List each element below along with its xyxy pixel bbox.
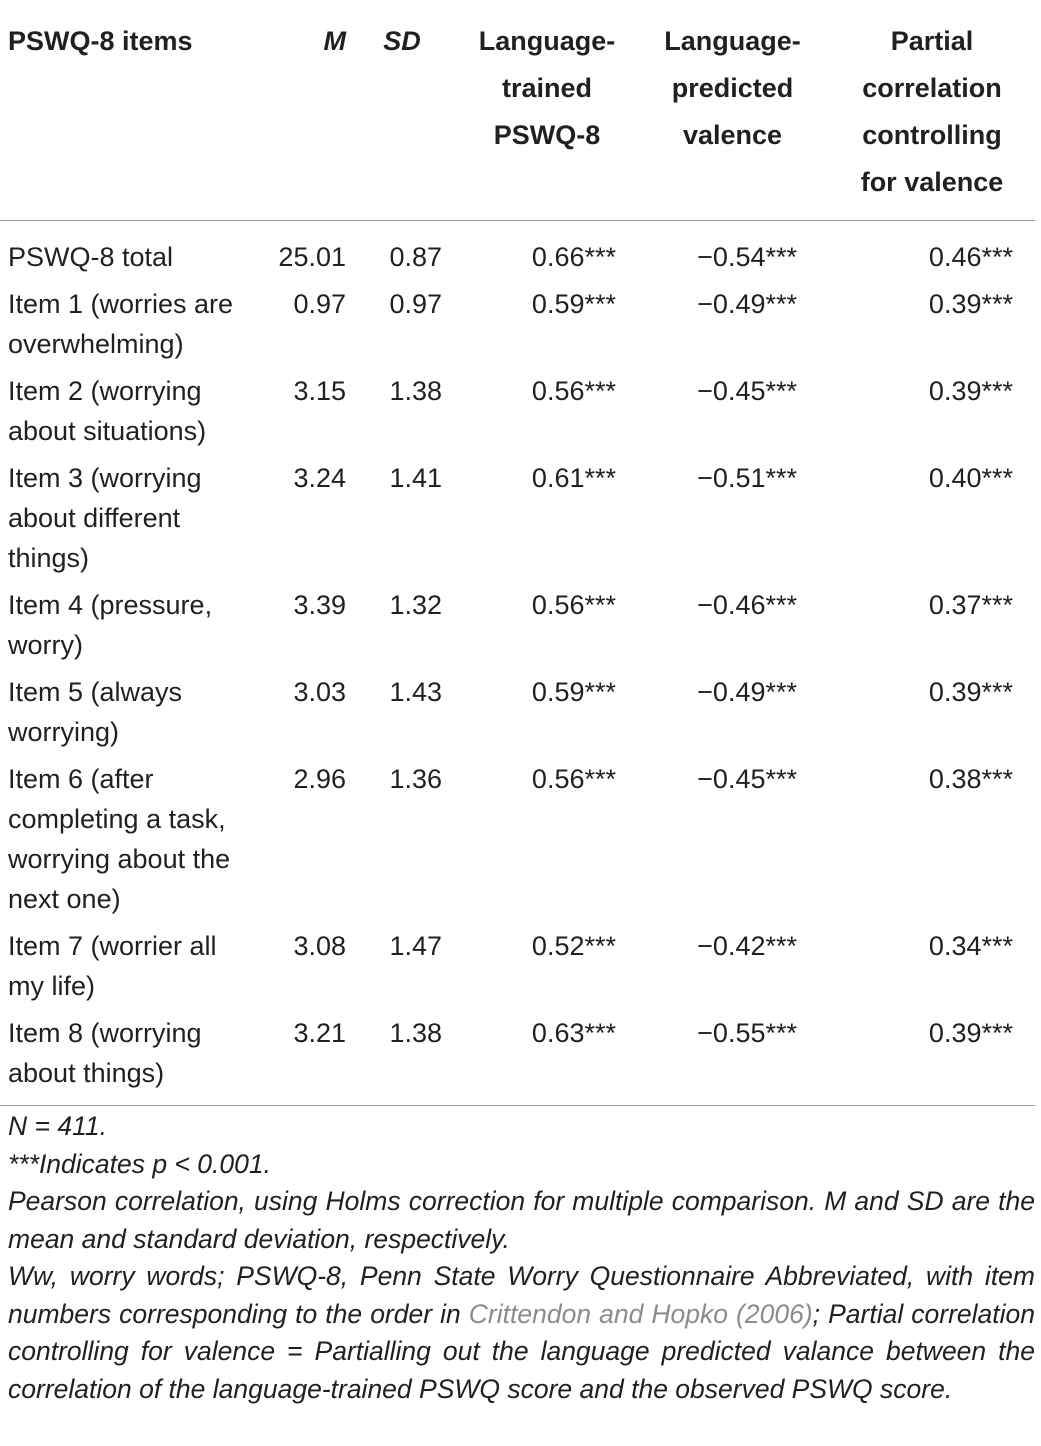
- table-row: [0, 221, 1035, 285]
- note-partial-definition: Partial correlation controlling for valence = Partialling out the language predicted valance between the correlation of the language-trained PSWQ score and the observed PSWQ score.: [8, 1298, 1035, 1404]
- item-line: things): [8, 543, 90, 573]
- cell-sd: 0.87: [389, 242, 442, 272]
- note-significance: ***Indicates p < 0.001.: [8, 1148, 271, 1179]
- header-line: trained: [501, 73, 593, 103]
- cell-partial-correlation: 0.39***: [928, 376, 1013, 406]
- item-line: my life): [8, 971, 95, 1001]
- cell-mean: 0.97: [293, 289, 346, 319]
- header-line: for valence: [860, 167, 1004, 197]
- item-line: overwhelming): [8, 329, 184, 359]
- cell-sd: 1.38: [389, 376, 442, 406]
- item-line: completing a task,: [8, 804, 226, 834]
- header-line: predicted: [671, 73, 794, 103]
- cell-language-predicted: −0.51***: [697, 463, 797, 493]
- cell-partial-correlation: 0.46***: [928, 242, 1013, 272]
- header-line: Partial: [890, 26, 974, 56]
- cell-mean: 25.01: [278, 242, 346, 272]
- cell-partial-correlation: 0.39***: [928, 289, 1013, 319]
- cell-language-trained: 0.63***: [458, 1013, 636, 1106]
- cell-item: [0, 221, 258, 285]
- cell-language-trained: 0.56***: [531, 376, 616, 406]
- cell-sd: 1.43: [389, 677, 442, 707]
- item-line: about different: [8, 503, 181, 533]
- header-sd: SD: [358, 8, 458, 221]
- cell-partial-correlation: 0.38***: [928, 764, 1013, 794]
- header-line: Language-: [478, 26, 616, 56]
- header-line: PSWQ-8: [493, 120, 601, 150]
- cell-partial-correlation: 0.39***: [829, 1013, 1035, 1106]
- table-row: [0, 1013, 1035, 1106]
- cell-item: [0, 371, 258, 458]
- cell-sd: 1.32: [389, 590, 442, 620]
- item-line: Item 6 (after: [8, 764, 154, 794]
- cell-item: [0, 284, 258, 371]
- item-line: Item 4 (pressure,: [8, 590, 213, 620]
- table-row: [0, 585, 1035, 672]
- cell-language-trained: 0.59***: [531, 289, 616, 319]
- note-pearson: Pearson correlation, using Holms correction for multiple comparison. M and SD are the mean and standard deviation, respectively.: [8, 1186, 1035, 1254]
- cell-sd: 1.41: [389, 463, 442, 493]
- table-row: [0, 926, 1035, 1013]
- cell-item: [0, 672, 258, 759]
- cell-item: [0, 759, 258, 926]
- cell-sd: 1.36: [389, 764, 442, 794]
- header-language-predicted: [636, 8, 829, 221]
- table-body: [0, 221, 1035, 1106]
- note-abbreviations: [8, 1258, 1035, 1408]
- item-line: Item 1 (worries are: [8, 289, 234, 319]
- cell-partial-correlation: 0.34***: [928, 931, 1013, 961]
- cell-partial-correlation: 0.40***: [928, 463, 1013, 493]
- table-row: [0, 284, 1035, 371]
- table-notes: [8, 1108, 1035, 1408]
- item-line: Item 8 (worrying: [8, 1018, 202, 1048]
- cell-language-trained: 0.66***: [531, 242, 616, 272]
- header-row: [0, 8, 1035, 221]
- header-line: valence: [682, 120, 783, 150]
- cell-sd: 1.47: [389, 931, 442, 961]
- cell-sd: 1.38: [358, 1013, 458, 1106]
- cell-language-trained: 0.52***: [531, 931, 616, 961]
- cell-mean: 2.96: [293, 764, 346, 794]
- note-abbrev-end: ;: [812, 1298, 821, 1329]
- cell-language-predicted: −0.46***: [697, 590, 797, 620]
- header-partial-correlation: [829, 8, 1035, 221]
- cell-mean: 3.08: [293, 931, 346, 961]
- cell-language-predicted: −0.55***: [636, 1013, 829, 1106]
- cell-language-predicted: −0.45***: [697, 764, 797, 794]
- header-line: controlling: [862, 120, 1002, 150]
- cell-mean: 3.24: [293, 463, 346, 493]
- header-line: Language-: [664, 26, 801, 56]
- table-row: [0, 371, 1035, 458]
- cell-language-trained: 0.56***: [531, 590, 616, 620]
- cell-language-trained: 0.56***: [531, 764, 616, 794]
- cell-item: [0, 1013, 258, 1106]
- item-line: about things): [8, 1058, 165, 1088]
- item-line: worrying): [8, 717, 120, 747]
- item-line: Item 3 (worrying: [8, 463, 202, 493]
- cell-mean: 3.15: [293, 376, 346, 406]
- citation-link[interactable]: Crittendon and Hopko (2006): [468, 1298, 813, 1329]
- cell-item: [0, 458, 258, 585]
- item-line: about situations): [8, 416, 207, 446]
- cell-language-predicted: −0.49***: [697, 289, 797, 319]
- cell-sd: 0.97: [389, 289, 442, 319]
- cell-mean: 3.03: [293, 677, 346, 707]
- item-line: next one): [8, 884, 121, 914]
- cell-mean: 3.21: [258, 1013, 358, 1106]
- item-line: Item 7 (worrier all: [8, 931, 217, 961]
- item-line: worry): [8, 630, 83, 660]
- cell-language-predicted: −0.45***: [697, 376, 797, 406]
- header-language-trained: [458, 8, 636, 221]
- table-row: [0, 458, 1035, 585]
- note-sample-size: N = 411.: [8, 1111, 107, 1141]
- cell-language-trained: 0.59***: [531, 677, 616, 707]
- item-line: Item 5 (always: [8, 677, 183, 707]
- results-table: [0, 8, 1035, 1106]
- table-row: [0, 759, 1035, 926]
- table-row: [0, 672, 1035, 759]
- cell-language-trained: 0.61***: [531, 463, 616, 493]
- cell-partial-correlation: 0.37***: [928, 590, 1013, 620]
- note-abbrev-text: Ww, worry words; PSWQ-8, Penn State Worry Questionnaire Abbreviated, with item numbers corresponding to the order in: [8, 1261, 1035, 1329]
- cell-language-predicted: −0.49***: [697, 677, 797, 707]
- item-line: PSWQ-8 total: [8, 242, 174, 272]
- item-line: Item 2 (worrying: [8, 376, 202, 406]
- cell-language-predicted: −0.54***: [697, 242, 797, 272]
- cell-partial-correlation: 0.39***: [928, 677, 1013, 707]
- header-line: correlation: [862, 73, 1002, 103]
- header-items: PSWQ-8 items: [0, 8, 258, 221]
- cell-item: [0, 585, 258, 672]
- item-line: worrying about the: [8, 844, 231, 874]
- cell-language-predicted: −0.42***: [697, 931, 797, 961]
- cell-item: [0, 926, 258, 1013]
- cell-mean: 3.39: [293, 590, 346, 620]
- header-mean: M: [258, 8, 358, 221]
